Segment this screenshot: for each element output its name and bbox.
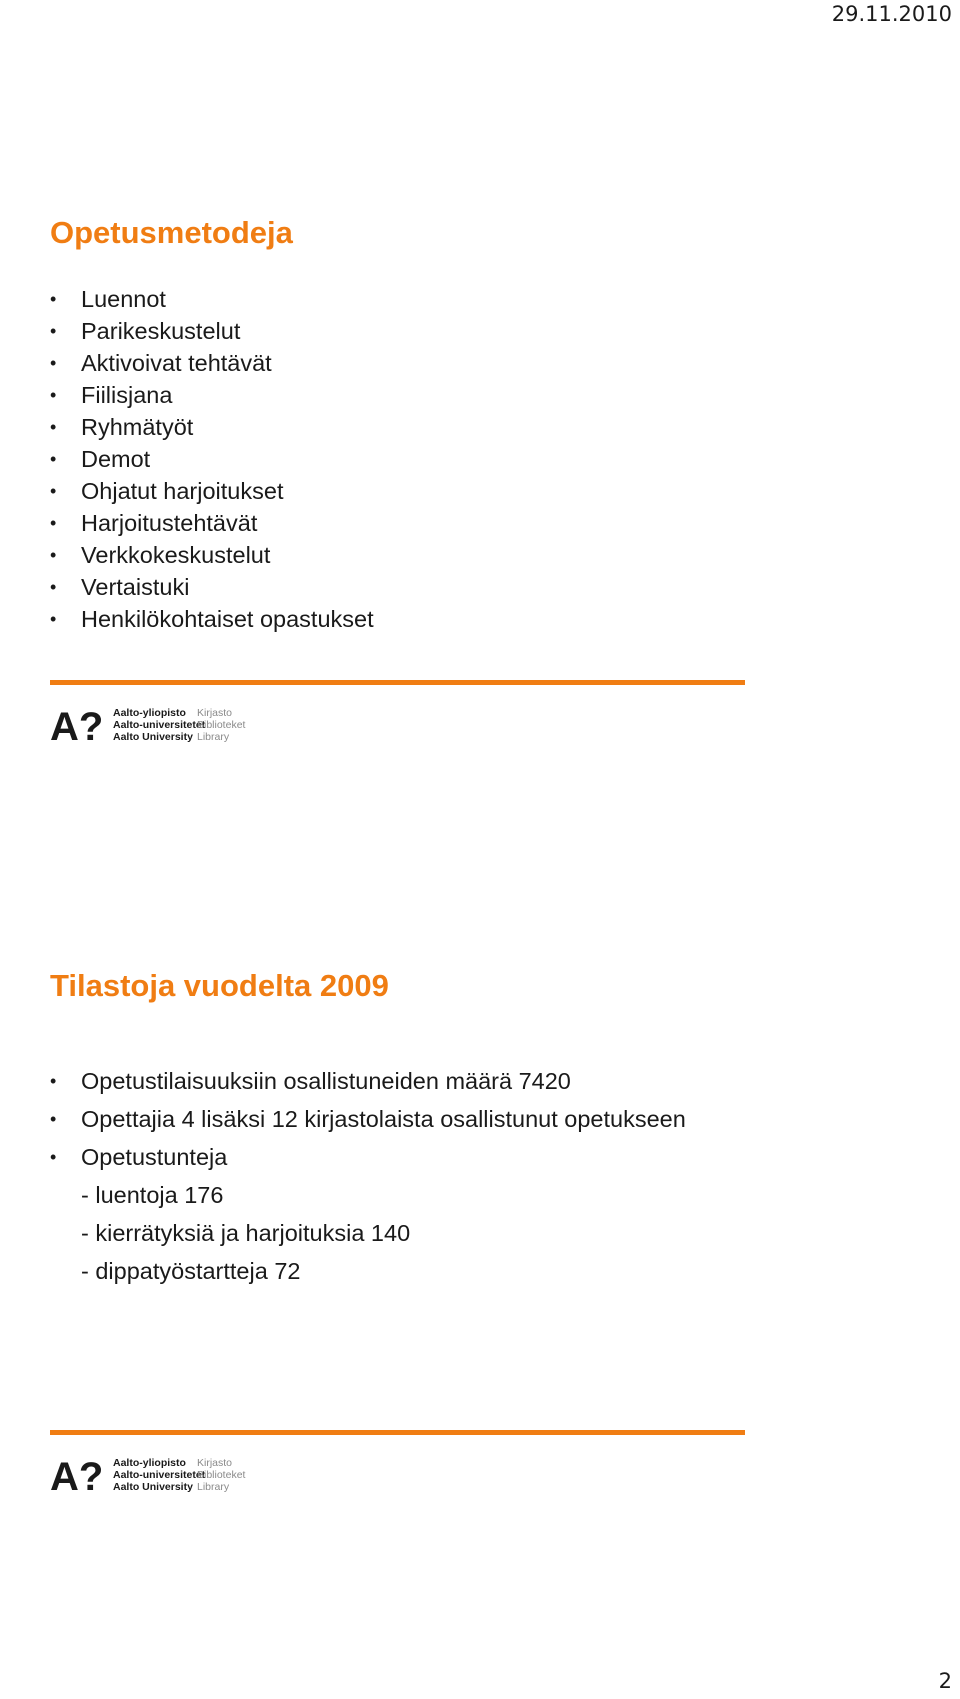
aalto-logo-icon: [50, 706, 104, 744]
bullet-list: [50, 283, 745, 635]
logo-library-name: Biblioteket: [197, 1469, 246, 1481]
bullet-text: Harjoitustehtävät: [81, 510, 258, 536]
logo-university-name: Aalto University: [113, 1481, 193, 1493]
bullet-text: Aktivoivat tehtävät: [81, 350, 272, 376]
logo-university-name: Aalto-yliopisto: [113, 707, 186, 719]
slide-teaching-methods: [50, 215, 745, 635]
logo-text: [113, 707, 245, 743]
logo-text: [113, 1457, 245, 1493]
slide-statistics-2009: [50, 968, 745, 1293]
bullet-icon: •: [50, 481, 57, 501]
bullet-text: Luennot: [81, 286, 166, 312]
aalto-logo-icon: [50, 1456, 104, 1494]
bullet-item: [50, 1141, 745, 1173]
logo-row: [113, 1457, 245, 1469]
bullet-text: Opettajia 4 lisäksi 12 kirjastolaista osallistunut opetukseen: [81, 1106, 686, 1132]
bullet-item: [50, 603, 745, 635]
bullet-text: Ryhmätyöt: [81, 414, 194, 440]
bullet-item: [50, 571, 745, 603]
bullet-icon: •: [50, 289, 57, 309]
bullet-text: Henkilökohtaiset opastukset: [81, 606, 374, 632]
bullet-item: [50, 315, 745, 347]
aalto-library-logo: [50, 706, 745, 744]
bullet-text: Parikeskustelut: [81, 318, 241, 344]
bullet-icon: •: [50, 353, 57, 373]
slide-title: Tilastoja vuodelta 2009: [50, 968, 389, 1003]
logo-library-name: Biblioteket: [197, 719, 246, 731]
bullet-item: [50, 411, 745, 443]
logo-library-name: Library: [197, 731, 230, 743]
bullet-item: [50, 347, 745, 379]
bullet-item: [50, 1103, 745, 1135]
bullet-icon: •: [50, 385, 57, 405]
bullet-icon: •: [50, 513, 57, 533]
bullet-icon: •: [50, 609, 57, 629]
logo-row: [113, 719, 245, 731]
bullet-icon: •: [50, 1071, 57, 1091]
bullet-icon: •: [50, 417, 57, 437]
bullet-icon: •: [50, 1147, 57, 1167]
bullet-icon: •: [50, 577, 57, 597]
logo-university-name: Aalto-universitetet: [113, 1469, 206, 1481]
logo-row: [113, 707, 245, 719]
slide-footer: [50, 1430, 745, 1494]
bullet-icon: •: [50, 321, 57, 341]
bullet-text: Demot: [81, 446, 151, 472]
slide-footer: [50, 680, 745, 744]
page-date: 29.11.2010: [831, 2, 952, 26]
bullet-item: [50, 475, 745, 507]
logo-mark-text: A?: [50, 706, 104, 744]
sub-line: - luentoja 176: [81, 1182, 224, 1208]
bullet-item: [50, 443, 745, 475]
slide-title: Opetusmetodeja: [50, 215, 293, 250]
bullet-item: [50, 507, 745, 539]
bullet-item: [50, 379, 745, 411]
logo-library-name: Library: [197, 1481, 230, 1493]
bullet-icon: •: [50, 545, 57, 565]
page-number: 2: [938, 1669, 952, 1693]
bullet-text: Verkkokeskustelut: [81, 542, 271, 568]
bullet-item: [50, 283, 745, 315]
bullet-icon: •: [50, 449, 57, 469]
logo-university-name: Aalto University: [113, 731, 193, 743]
bullet-text: Opetustilaisuuksiin osallistuneiden määrä 7420: [81, 1068, 571, 1094]
logo-row: [113, 1481, 245, 1493]
bullet-icon: •: [50, 1109, 57, 1129]
sub-line: - dippatyöstartteja 72: [81, 1258, 301, 1284]
logo-university-name: Aalto-universitetet: [113, 719, 206, 731]
bullet-text: Opetustunteja: [81, 1144, 228, 1170]
bullet-text: Vertaistuki: [81, 574, 190, 600]
logo-university-name: Aalto-yliopisto: [113, 1457, 186, 1469]
bullet-item: [50, 1065, 745, 1097]
logo-row: [113, 731, 245, 743]
footer-divider: [50, 1430, 745, 1435]
sub-line: - kierrätyksiä ja harjoituksia 140: [81, 1220, 411, 1246]
bullet-list: [50, 1065, 745, 1173]
aalto-library-logo: [50, 1456, 745, 1494]
bullet-text: Ohjatut harjoitukset: [81, 478, 284, 504]
bullet-item: [50, 539, 745, 571]
logo-mark-text: A?: [50, 1456, 104, 1494]
footer-divider: [50, 680, 745, 685]
bullet-text: Fiilisjana: [81, 382, 173, 408]
logo-library-name: Kirjasto: [197, 1457, 233, 1469]
logo-row: [113, 1469, 245, 1481]
logo-library-name: Kirjasto: [197, 707, 233, 719]
